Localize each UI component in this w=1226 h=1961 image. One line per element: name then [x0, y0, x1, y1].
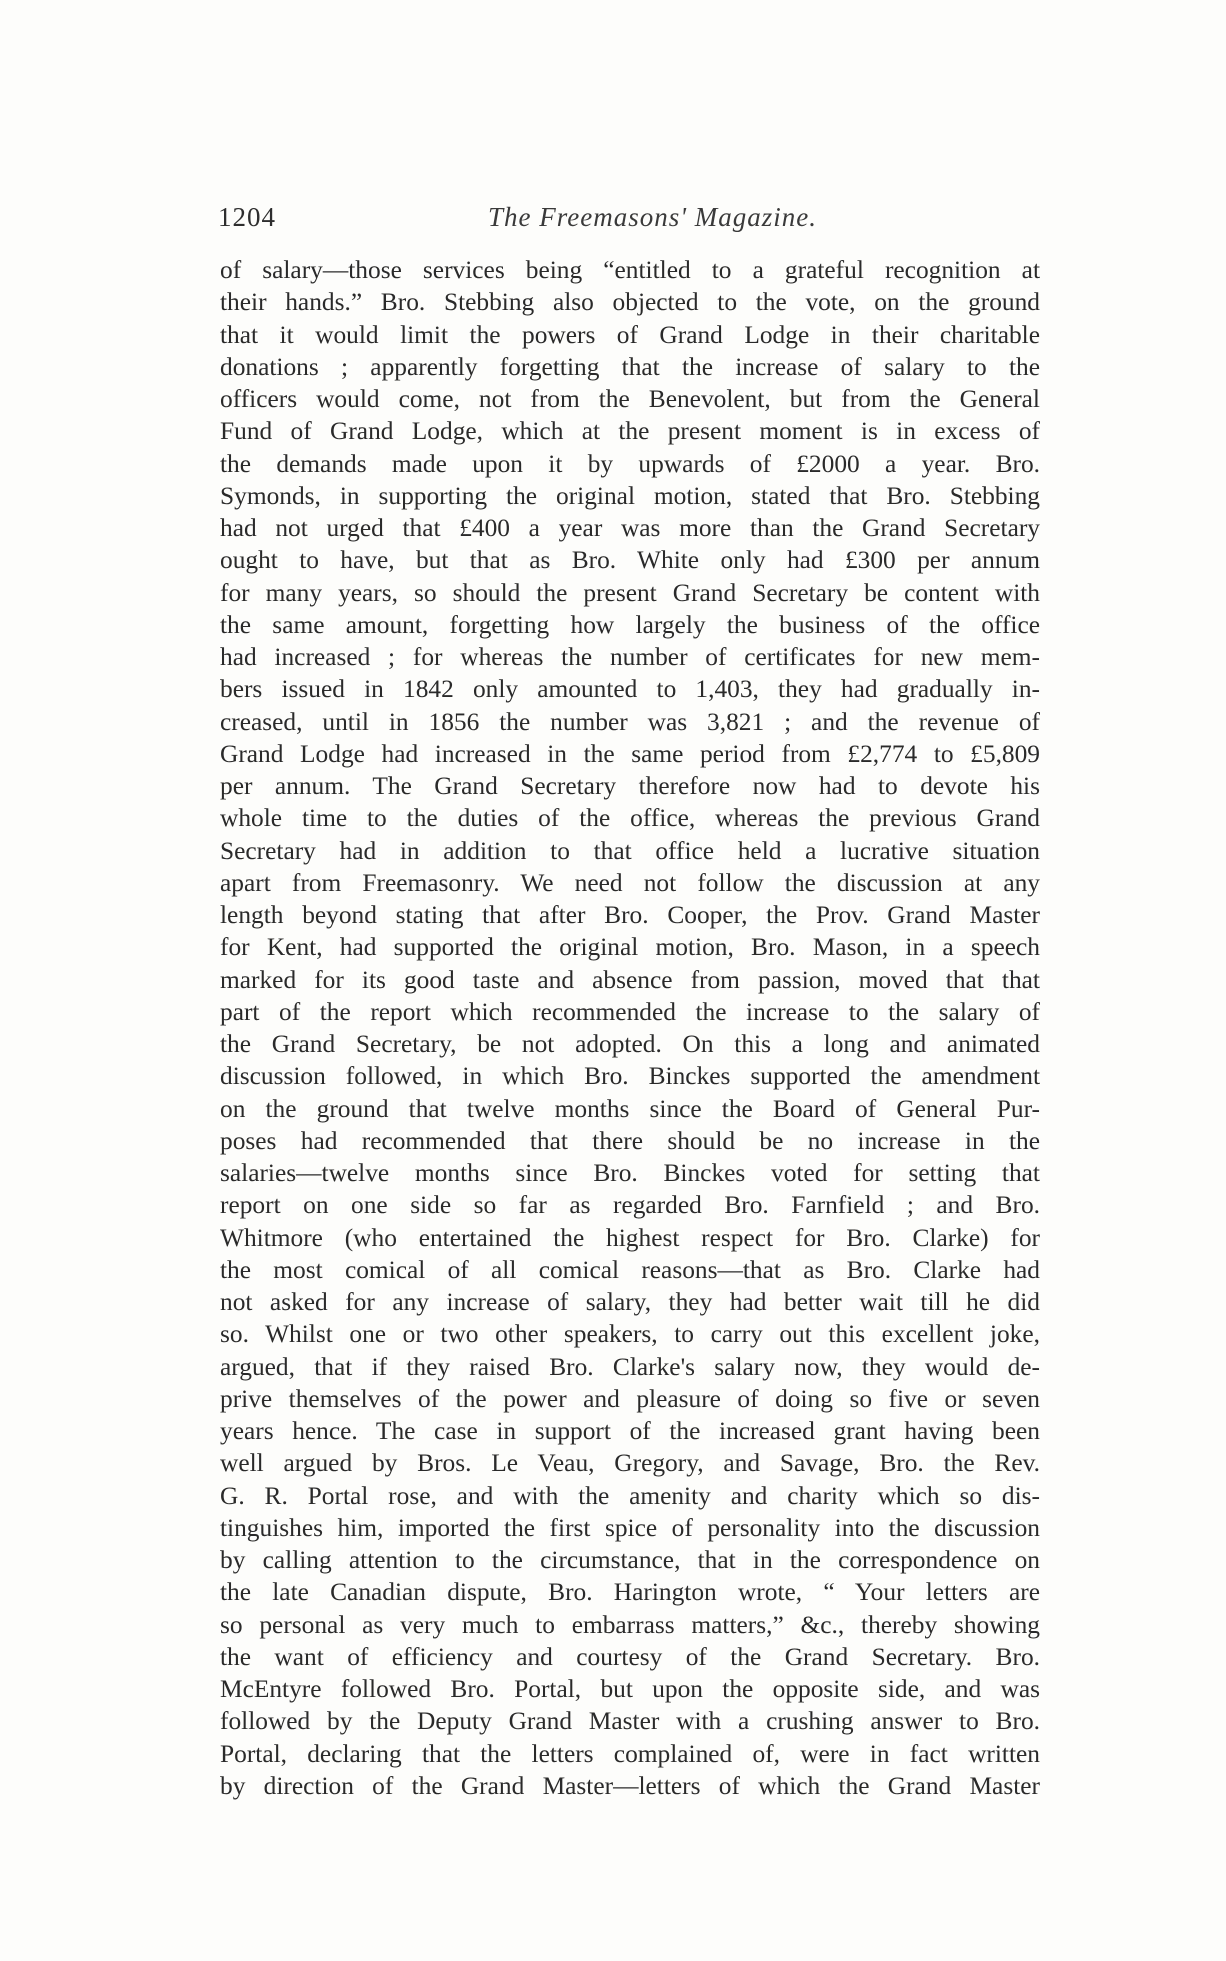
text-line: followed by the Deputy Grand Master with a crushing answer to Bro.	[220, 1707, 1040, 1736]
text-line: whole time to the duties of the office, whereas the previous Grand	[220, 804, 1040, 833]
text-line: so. Whilst one or two other speakers, to carry out this excellent joke,	[220, 1320, 1040, 1349]
text-line: had increased ; for whereas the number of certificates for new mem-	[220, 643, 1040, 671]
text-line: marked for its good taste and absence from passion, moved that that	[220, 965, 1040, 994]
text-line: had not urged that £400 a year was more than the Grand Secretary	[220, 514, 1040, 542]
text-line: per annum. The Grand Secretary therefore now had to devote his	[220, 772, 1040, 800]
text-line: salaries—twelve months since Bro. Binckes voted for setting that	[220, 1159, 1040, 1187]
text-line: McEntyre followed Bro. Portal, but upon the opposite side, and was	[220, 1675, 1040, 1703]
text-line: the most comical of all comical reasons—that as Bro. Clarke had	[220, 1255, 1040, 1284]
text-line: Whitmore (who entertained the highest respect for Bro. Clarke) for	[220, 1223, 1040, 1252]
text-line: by direction of the Grand Master—letters of which the Grand Master	[220, 1771, 1040, 1800]
text-line: their hands.” Bro. Stebbing also objected to the vote, on the ground	[220, 288, 1040, 317]
text-line: creased, until in 1856 the number was 3,821 ; and the revenue of	[220, 707, 1040, 736]
text-line: Portal, declaring that the letters complained of, were in fact written	[220, 1739, 1040, 1768]
text-line: tinguishes him, imported the first spice of personality into the discussion	[220, 1513, 1040, 1542]
text-line: for many years, so should the present Grand Secretary be content with	[220, 578, 1040, 607]
text-line: so personal as very much to embarrass matters,” &c., thereby showing	[220, 1610, 1040, 1639]
text-line: report on one side so far as regarded Bro. Farnfield ; and Bro.	[220, 1191, 1040, 1220]
text-line: of salary—those services being “entitled to a grateful recognition at	[220, 256, 1040, 284]
text-line: Symonds, in supporting the original motion, stated that Bro. Stebbing	[220, 481, 1040, 510]
text-line: argued, that if they raised Bro. Clarke's salary now, they would de-	[220, 1352, 1040, 1381]
text-line: by calling attention to the circumstance, that in the correspondence on	[220, 1546, 1040, 1574]
text-line: the same amount, forgetting how largely the business of the office	[220, 610, 1040, 639]
article-body	[220, 254, 1040, 1800]
text-line: the want of efficiency and courtesy of the Grand Secretary. Bro.	[220, 1642, 1040, 1671]
text-line: prive themselves of the power and pleasure of doing so five or seven	[220, 1384, 1040, 1413]
text-line: that it would limit the powers of Grand Lodge in their charitable	[220, 320, 1040, 349]
text-line: ought to have, but that as Bro. White only had £300 per annum	[220, 546, 1040, 575]
text-line: donations ; apparently forgetting that the increase of salary to the	[220, 352, 1040, 381]
text-line: part of the report which recommended the increase to the salary of	[220, 997, 1040, 1026]
running-title: The Freemasons' Magazine.	[488, 202, 817, 232]
text-line: on the ground that twelve months since the Board of General Pur-	[220, 1094, 1040, 1123]
text-line: apart from Freemasonry. We need not follow the discussion at any	[220, 868, 1040, 897]
text-line: well argued by Bros. Le Veau, Gregory, and Savage, Bro. the Rev.	[220, 1449, 1040, 1478]
text-line: the Grand Secretary, be not adopted. On this a long and animated	[220, 1030, 1040, 1058]
text-line: officers would come, not from the Benevolent, but from the General	[220, 385, 1040, 413]
page-header	[218, 202, 1036, 242]
text-line: Fund of Grand Lodge, which at the present moment is in excess of	[220, 417, 1040, 446]
text-line: the demands made upon it by upwards of £2000 a year. Bro.	[220, 449, 1040, 478]
text-line: Grand Lodge had increased in the same period from £2,774 to £5,809	[220, 739, 1040, 768]
text-line: for Kent, had supported the original motion, Bro. Mason, in a speech	[220, 933, 1040, 962]
text-line: the late Canadian dispute, Bro. Harington wrote, “ Your letters are	[220, 1578, 1040, 1607]
text-line: not asked for any increase of salary, they had better wait till he did	[220, 1288, 1040, 1316]
text-line: poses had recommended that there should be no increase in the	[220, 1126, 1040, 1155]
page-number: 1204	[218, 202, 276, 232]
text-line: years hence. The case in support of the increased grant having been	[220, 1417, 1040, 1445]
text-line: length beyond stating that after Bro. Cooper, the Prov. Grand Master	[220, 901, 1040, 929]
text-line: Secretary had in addition to that office held a lucrative situation	[220, 836, 1040, 865]
text-line: G. R. Portal rose, and with the amenity and charity which so dis-	[220, 1481, 1040, 1510]
text-line: discussion followed, in which Bro. Binckes supported the amendment	[220, 1062, 1040, 1091]
text-line: bers issued in 1842 only amounted to 1,403, they had gradually in-	[220, 675, 1040, 704]
